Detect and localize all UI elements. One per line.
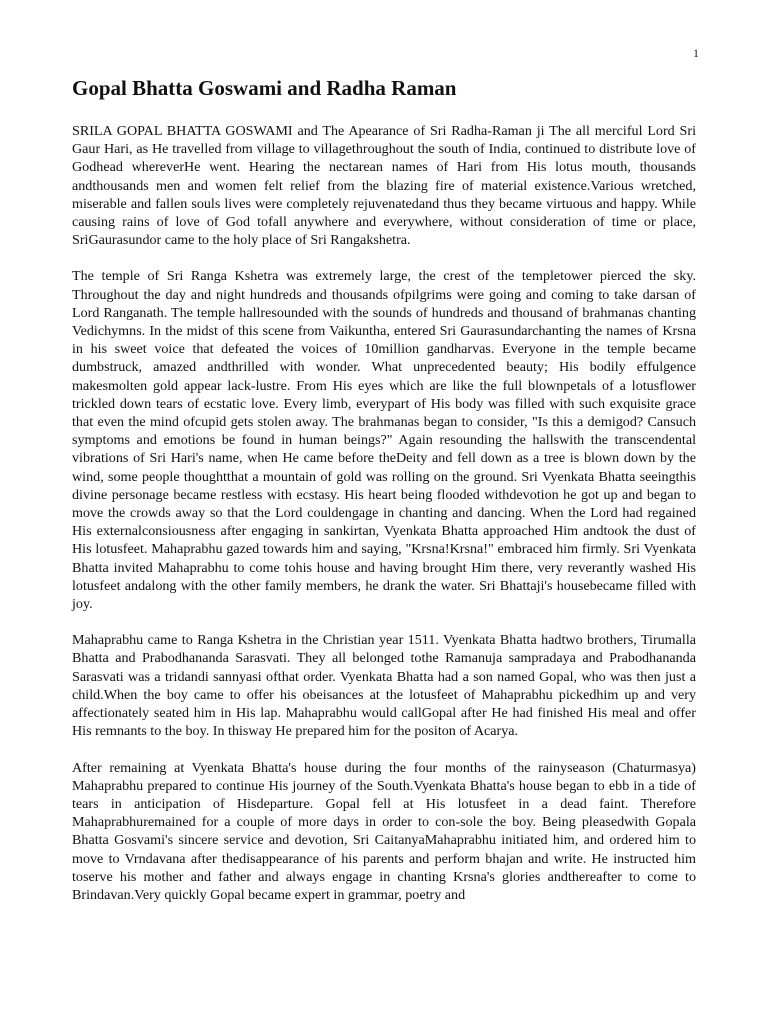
paragraph-chaturmasya: After remaining at Vyenkata Bhatta's house during the four months of the rainyseason (Chaturmasya) Mahaprabhu prepared to continue His journey of the South.Vyenkata Bhatta's house began to ebb in a tide of tears in anticipation of Hisdeparture. Gopal fell at His lotusfeet in a dead faint. Therefore Mahaprabhuremained for a couple of more days in order to con-sole the boy. Being pleasedwith Gopala Bhatta Gosvami's sincere service and devotion, Sri CaitanyaMahaprabhu initiated him, and ordered him to move to Vrndavana after thedisappearance of his parents and perform bhajan and write. He instructed him toserve his mother and father and always engage in chanting Krsna's glories andthereafter to come to Brindavan.Very quickly Gopal became expert in grammar, poetry and	[72, 759, 696, 903]
page-number: 1	[693, 46, 699, 60]
paragraph-intro: SRILA GOPAL BHATTA GOSWAMI and The Apearance of Sri Radha-Raman ji The all merciful Lord Sri Gaur Hari, as He travelled from village to villagethroughout the south of India, continued to distribute love of Godhead whereverHe went. Hearing the nectarean names of Hari from His lotus mouth, thousands andthousands men and women felt relief from the blazing fire of material existence.Various wretched, miserable and fallen souls lives were completely rejuvenatedand thus they became virtuous and happy. While causing rains of love of God tofall anywhere and everywhere, without consideration of time or place, SriGaurasundor came to the holy place of Sri Rangakshetra.	[72, 123, 696, 249]
paragraph-temple: The temple of Sri Ranga Kshetra was extremely large, the crest of the templetower pierced the sky. Throughout the day and night hundreds and thousands ofpilgrims were going and coming to take darsan of Lord Ranganath. The temple hallresounded with the sounds of hundreds and thousand of brahmanas chanting Vedichymns. In the midst of this scene from Vaikuntha, entered Sri Gaurasundarchanting the names of Krsna in his sweet voice that defeated the voices of 10million gandharvas. Everyone in the temple became dumbstruck, amazed andthrilled with wonder. What unprecedented beauty; His bodily effulgence makesmolten gold appear lack-lustre. From His eyes which are like the full blownpetals of a lotusflower trickled down tears of ecstatic love. Every limb, everypart of His body was filled with such exquisite grace that even the mind ofcupid gets stolen away. The brahmanas began to consider, "Is this a demigod? Cansuch symptoms and emotions be found in human beings?" Again resounding the hallswith the transcendental vibrations of Sri Hari's name, when He came before theDeity and fell down as a tree is blown down by the wind, some people thoughtthat a mountain of gold was rolling on the ground. Sri Vyenkata Bhatta seeingthis divine personage became restless with ecstasy. His heart being flooded withdevotion he got up and began to move the crowds away so that the Lord couldengage in chanting and dancing. When the Lord had regained His externalconsiousness after engaging in sankirtan, Vyenkata Bhatta approached Him andtook the dust of His lotusfeet. Mahaprabhu gazed towards him and saying, "Krsna!Krsna!" embraced him firmly. Sri Vyenkata Bhatta invited Mahaprabhu to come tohis house and having brought Him there, very reverantly washed His lotusfeet andalong with the other family members, he drank the water. Sri Bhattaji's housebecame filled with joy.	[72, 268, 696, 613]
document-title: Gopal Bhatta Goswami and Radha Raman	[72, 76, 457, 100]
document-body	[72, 122, 696, 922]
paragraph-ranga-kshetra: Mahaprabhu came to Ranga Kshetra in the Christian year 1511. Vyenkata Bhatta hadtwo brothers, Tirumalla Bhatta and Prabodhananda Sarasvati. They all belonged tothe Ramanuja sampradaya and Prabodhananda Sarasvati was a tridandi sannyasi ofthat order. Vyenkata Bhatta had a son named Gopal, who was then just a child.When the boy came to offer his obeisances at the lotusfeet of Mahaprabhu pickedhim up and very affectionately seated him in His lap. Mahaprabhu would callGopal after He had finished His meal and offer His remnants to the boy. In thisway He prepared him for the positon of Acarya.	[72, 632, 696, 740]
